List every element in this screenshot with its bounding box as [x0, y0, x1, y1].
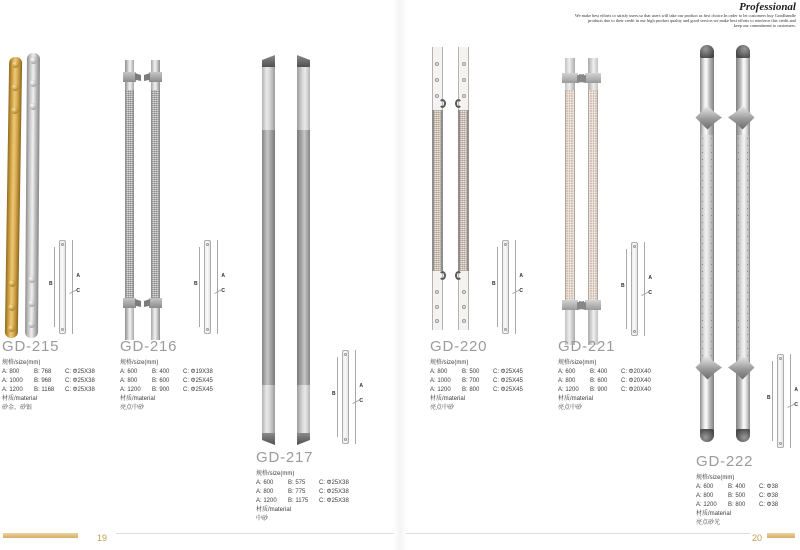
spec-a: A: 1200 [696, 502, 717, 508]
screw [462, 305, 466, 309]
top-clamp [149, 72, 162, 82]
spec-row [696, 501, 800, 510]
dim-line-a [217, 240, 218, 334]
dimension-diagram [493, 239, 523, 335]
mounting-stud [28, 300, 35, 307]
tick-marks [702, 135, 703, 370]
dim-label-b: B [767, 395, 771, 401]
product-info-gd216 [120, 338, 238, 413]
gd217-handle-left [262, 55, 275, 445]
spec-row [696, 483, 800, 492]
spec-a: A: 1200 [120, 387, 141, 393]
spec-b: B: 500 [728, 493, 746, 499]
dot-texture [588, 90, 598, 300]
dim-line-b [626, 249, 627, 329]
footer-accent-bar-right [767, 533, 795, 538]
spec-c: C: Φ25X38 [65, 378, 95, 384]
product-info-gd220 [430, 338, 548, 413]
spec-row [558, 377, 676, 386]
spec-c: C: Φ25X45 [493, 369, 523, 375]
screw [462, 319, 466, 323]
top-cap [700, 45, 714, 58]
spec-a: A: 1000 [2, 378, 23, 384]
handle-grip-section [297, 130, 310, 385]
spec-row [120, 377, 238, 386]
dim-handle-outline [502, 240, 509, 334]
spec-row [256, 479, 374, 488]
mounting-stud [8, 304, 15, 311]
top-clamp [585, 73, 601, 83]
dimension-diagram [622, 241, 652, 337]
dim-label-b: B [332, 391, 336, 397]
dim-handle-outline [204, 240, 211, 334]
dim-line-b [54, 247, 55, 327]
mounting-stud [11, 107, 18, 114]
material-label: 材质/material [256, 507, 292, 513]
bottom-cap [736, 429, 750, 442]
knurl-texture [151, 90, 160, 298]
spec-c: C: Φ25X45 [183, 378, 213, 384]
spec-b: B: 1168 [34, 387, 55, 393]
dim-line-a [515, 240, 516, 334]
spec-row [2, 377, 120, 386]
product-code: GD-215 [2, 338, 60, 355]
brand-script: Professional [739, 1, 796, 13]
product-code: GD-216 [120, 338, 178, 355]
screw [435, 305, 439, 309]
dimension-diagram [50, 239, 80, 335]
spec-c: C: Φ20X40 [621, 369, 651, 375]
footer-accent-bar-left [3, 533, 78, 538]
spec-b: B: 800 [728, 502, 746, 508]
knurl-texture [125, 90, 134, 298]
dim-line-b [199, 247, 200, 327]
spec-a: A: 1200 [430, 387, 451, 393]
mounting-stud [30, 57, 37, 64]
dim-line-b [337, 357, 338, 437]
gd217-handle-right [297, 55, 310, 445]
screw [462, 62, 466, 66]
spec-c: C: Φ25X38 [65, 387, 95, 393]
spec-b: B: 400 [152, 369, 170, 375]
dim-label-a: A [221, 273, 225, 279]
dim-label-c: C [221, 288, 225, 294]
spec-row [120, 368, 238, 377]
dim-label-b: B [621, 283, 625, 289]
screw [435, 290, 439, 294]
mounting-stud [9, 280, 16, 287]
dimension-diagram [195, 239, 225, 335]
page-number-left: 19 [97, 533, 108, 543]
spec-b: B: 775 [288, 489, 306, 495]
top-cap [736, 45, 750, 58]
knurl-texture [432, 110, 443, 271]
product-code: GD-221 [558, 338, 616, 355]
spec-c: C: Φ25X45 [493, 378, 523, 384]
tagline-line: products due to their credit in our high product quality and good service,we make best efforts to reinforce this credit and [588, 19, 796, 24]
dimension-diagram [768, 353, 798, 449]
product-code: GD-222 [696, 453, 754, 470]
dim-label-b: B [492, 281, 496, 287]
dim-label-b: B [194, 281, 198, 287]
top-clamp [439, 99, 446, 108]
dim-label-a: A [76, 273, 80, 279]
spec-row [696, 492, 800, 501]
spec-a: A: 600 [256, 480, 274, 486]
product-info-gd221 [558, 338, 676, 413]
dim-label-a: A [359, 383, 363, 389]
diamond-clamp [731, 355, 755, 379]
spec-c: C: Φ25X45 [183, 387, 213, 393]
center-fold [393, 0, 407, 550]
brand-tagline [575, 14, 796, 29]
spec-a: A: 1200 [558, 387, 579, 393]
spec-row [120, 386, 238, 395]
mounting-stud [12, 84, 19, 91]
product-code: GD-217 [256, 449, 314, 466]
material-value: 亮点中砂 [558, 405, 583, 411]
gd216-handle-right [151, 60, 160, 340]
tick-marks [738, 135, 739, 370]
mounting-stud [28, 321, 35, 328]
dim-handle-outline [777, 354, 784, 448]
spec-a: A: 800 [2, 369, 20, 375]
dim-line-a [790, 354, 791, 448]
material-label: 材质/material [696, 511, 732, 517]
dot-texture [565, 90, 575, 300]
spec-a: A: 800 [558, 378, 576, 384]
bottom-clamp [439, 271, 446, 280]
dim-line-b [497, 247, 498, 327]
product-info-gd222 [696, 453, 800, 528]
diamond-clamp [731, 105, 755, 129]
bottom-clamp [123, 298, 136, 308]
dim-label-a: A [648, 275, 652, 281]
spec-c: C: Φ38 [759, 484, 779, 490]
spec-a: A: 600 [696, 484, 714, 490]
dim-label-c: C [519, 288, 523, 294]
material-value: 砂金、砂银 [2, 405, 33, 411]
tagline-line: keep our commitment to customers. [733, 24, 796, 29]
bottom-clamp [149, 298, 162, 308]
tagline-line: We make best efforts to satisfy users,so that users will take our product as first choice.In order to let customers buy Goodhandle [575, 14, 796, 19]
mounting-stud [28, 276, 35, 283]
spec-label: 规格/size(mm) [120, 360, 159, 366]
material-label: 材质/material [120, 396, 156, 402]
spec-c: C: Φ38 [759, 493, 779, 499]
mounting-stud [8, 325, 15, 332]
spec-row [2, 368, 120, 377]
material-value: 中砂 [256, 516, 269, 522]
product-info-gd215 [2, 338, 120, 413]
dim-label-a: A [519, 273, 523, 279]
handle-grip-section [262, 130, 275, 385]
bottom-clamp [562, 300, 578, 310]
gd215-handle-silver [25, 53, 40, 338]
spec-b: B: 600 [590, 378, 608, 384]
screw [462, 78, 466, 82]
product-info-gd217 [256, 449, 374, 524]
diamond-clamp [695, 105, 719, 129]
spec-a: A: 800 [430, 369, 448, 375]
spec-row [430, 386, 548, 395]
spec-b: B: 768 [34, 369, 52, 375]
spec-c: C: Φ19X38 [183, 369, 213, 375]
dim-handle-outline [631, 242, 638, 336]
spec-c: C: Φ25X38 [319, 480, 349, 486]
spec-label: 规格/size(mm) [430, 360, 469, 366]
gd220-handle-right [458, 47, 469, 330]
dim-label-b: B [49, 281, 53, 287]
material-value: 亮点砂光 [696, 520, 721, 526]
mounting-stud [12, 61, 19, 68]
spec-b: B: 400 [728, 484, 746, 490]
top-clamp [562, 73, 578, 83]
dimension-diagram [333, 349, 363, 445]
bottom-clamp [455, 271, 462, 280]
footer-rule-right [406, 533, 750, 534]
spec-label: 规格/size(mm) [558, 360, 597, 366]
handle-grip-section [737, 135, 749, 370]
gd215-handle-gold [5, 57, 22, 338]
tick-marks [711, 135, 712, 370]
top-clamp [123, 72, 136, 82]
spec-b: B: 700 [462, 378, 480, 384]
spec-b: B: 900 [152, 387, 170, 393]
spec-row [2, 386, 120, 395]
product-code: GD-220 [430, 338, 488, 355]
page-number-right: 20 [752, 533, 763, 543]
screw [462, 94, 466, 98]
bottom-cap [262, 433, 275, 445]
spec-c: C: Φ25X45 [493, 387, 523, 393]
spec-b: B: 500 [462, 369, 480, 375]
gd220-handle-left [432, 47, 443, 330]
material-label: 材质/material [430, 396, 466, 402]
material-label: 材质/material [2, 396, 38, 402]
spec-a: A: 800 [256, 489, 274, 495]
material-label: 材质/material [558, 396, 594, 402]
gd221-handle-right [588, 58, 598, 345]
gd221-handle-left [565, 58, 575, 345]
dim-line-a [355, 350, 356, 444]
dim-line-b [772, 361, 773, 441]
spec-row [558, 386, 676, 395]
spec-row [430, 377, 548, 386]
footer-rule-left [116, 533, 394, 534]
mounting-stud [30, 103, 37, 110]
dim-handle-outline [342, 350, 349, 444]
spec-row [256, 497, 374, 506]
bottom-clamp [585, 300, 601, 310]
spec-b: B: 400 [590, 369, 608, 375]
spec-a: A: 600 [120, 369, 138, 375]
spec-c: C: Φ25X38 [319, 498, 349, 504]
knurl-texture [458, 110, 469, 271]
tick-marks [747, 135, 748, 370]
dim-label-a: A [794, 387, 798, 393]
top-cap [297, 55, 310, 67]
screw [435, 78, 439, 82]
spec-label: 规格/size(mm) [2, 360, 41, 366]
spec-b: B: 600 [152, 378, 170, 384]
spec-row [256, 488, 374, 497]
screw [435, 319, 439, 323]
spec-label: 规格/size(mm) [696, 475, 735, 481]
diamond-clamp [695, 355, 719, 379]
spec-c: C: Φ25X38 [65, 369, 95, 375]
dim-line-a [644, 242, 645, 336]
dim-handle-outline [59, 240, 66, 334]
screw [462, 290, 466, 294]
screw [435, 94, 439, 98]
handle-grip-section [701, 135, 713, 370]
top-clamp [455, 99, 462, 108]
top-cap [262, 55, 275, 67]
spec-a: A: 800 [120, 378, 138, 384]
gd222-handle-right [736, 45, 750, 442]
spec-a: A: 1200 [256, 498, 277, 504]
bottom-cap [297, 433, 310, 445]
spec-b: B: 968 [34, 378, 52, 384]
spec-a: A: 1000 [430, 378, 451, 384]
spec-row [430, 368, 548, 377]
dim-label-c: C [359, 398, 363, 404]
spec-a: A: 1200 [2, 387, 23, 393]
spec-a: A: 800 [696, 493, 714, 499]
spec-b: B: 575 [288, 480, 306, 486]
dim-label-c: C [648, 290, 652, 296]
spec-b: B: 800 [462, 387, 480, 393]
material-value: 亮点中砂 [120, 405, 145, 411]
gd222-handle-left [700, 45, 714, 442]
bottom-cap [700, 429, 714, 442]
screw [435, 62, 439, 66]
material-value: 亮点中砂 [430, 405, 455, 411]
spec-c: C: Φ25X38 [319, 489, 349, 495]
spec-b: B: 900 [590, 387, 608, 393]
spec-a: A: 600 [558, 369, 576, 375]
mounting-stud [30, 80, 37, 87]
spec-row [558, 368, 676, 377]
gd216-handle-left [125, 60, 134, 340]
spec-c: C: Φ20X40 [621, 378, 651, 384]
spec-b: B: 1175 [288, 498, 309, 504]
dim-line-a [72, 240, 73, 334]
spec-c: C: Φ38 [759, 502, 779, 508]
dim-label-c: C [76, 288, 80, 294]
dim-label-c: C [794, 402, 798, 408]
spec-label: 规格/size(mm) [256, 471, 295, 477]
spec-c: C: Φ20X40 [621, 387, 651, 393]
